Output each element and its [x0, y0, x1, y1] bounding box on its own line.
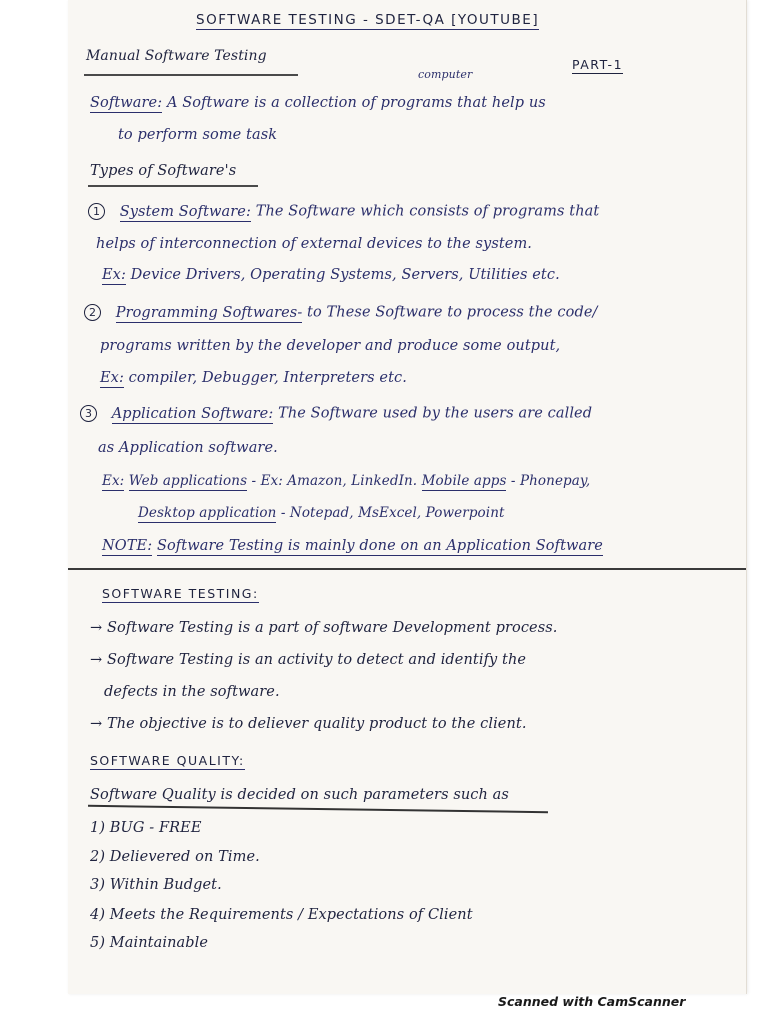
- desktop-application-label: Desktop application: [138, 505, 277, 521]
- quality-intro-underline: [88, 805, 548, 813]
- definition-line-2: to perform some task: [118, 127, 278, 143]
- quality-item-3: 3) Within Budget.: [90, 877, 222, 893]
- number-1-circle: 1: [88, 203, 105, 220]
- page-title: SOFTWARE TESTING - SDET-QA [YOUTUBE]: [196, 12, 540, 28]
- number-3-circle: 3: [80, 405, 97, 422]
- notebook-page: [68, 0, 747, 994]
- quality-item-2: 2) Delievered on Time.: [90, 849, 260, 865]
- application-software-example-2: [138, 505, 505, 521]
- note-line: [102, 538, 603, 554]
- system-software-example-text: Device Drivers, Operating Systems, Servers, Utilities etc.: [130, 267, 560, 283]
- quality-item-4: 4) Meets the Requirements / Expectations of Client: [90, 907, 473, 923]
- programming-software-term: Programming Softwares-: [115, 304, 303, 321]
- programming-software-text-1: to These Software to process the code/: [307, 304, 598, 321]
- types-heading-underline: [88, 185, 258, 187]
- note-text: Software Testing is mainly done on an Application Software: [156, 538, 603, 554]
- quality-item-5: 5) Maintainable: [90, 935, 209, 951]
- testing-bullet-2: → Software Testing is an activity to detect and identify the: [90, 652, 527, 668]
- application-software-text-1: The Software used by the users are called: [278, 405, 593, 422]
- web-applications-label: Web applications: [128, 473, 248, 489]
- programming-software-line-2: programs written by the developer and produce some output,: [100, 338, 561, 354]
- subtitle-underline: [84, 74, 298, 76]
- system-software-line-2: helps of interconnection of external devices to the system.: [96, 236, 533, 252]
- programming-software-example: [100, 370, 407, 386]
- programming-software-example-text: compiler, Debugger, Interpreters etc.: [128, 370, 407, 386]
- testing-bullet-2-continued: defects in the software.: [104, 684, 280, 700]
- application-software-line-1: [80, 405, 592, 422]
- software-term: Software:: [90, 95, 163, 111]
- note-label: NOTE:: [102, 538, 153, 554]
- system-software-term: System Software:: [119, 203, 251, 220]
- software-quality-heading: SOFTWARE QUALITY:: [90, 753, 245, 768]
- example-label: Ex:: [102, 267, 126, 283]
- scanner-watermark: Scanned with CamScanner: [498, 994, 686, 1009]
- definition-text-1: A Software is a collection of programs that help us: [166, 95, 546, 111]
- system-software-line-1: [88, 203, 599, 220]
- testing-bullet-1: → Software Testing is a part of software Development process.: [90, 620, 558, 636]
- example-label: Ex:: [102, 473, 125, 489]
- section-divider: [68, 568, 746, 570]
- quality-item-1: 1) BUG - FREE: [90, 820, 202, 836]
- web-applications-example: - Ex: Amazon, LinkedIn.: [251, 473, 418, 489]
- application-software-line-2: as Application software.: [98, 440, 278, 456]
- application-software-term: Application Software:: [111, 405, 274, 422]
- system-software-text-1: The Software which consists of programs that: [255, 203, 600, 220]
- number-2-circle: 2: [84, 304, 101, 321]
- types-heading: Types of Software's: [90, 163, 237, 179]
- part-label: PART-1: [572, 57, 624, 72]
- desktop-application-example: - Notepad, MsExcel, Powerpoint: [280, 505, 505, 521]
- mobile-apps-example: - Phonepay,: [510, 473, 591, 489]
- software-testing-heading: SOFTWARE TESTING:: [102, 586, 259, 601]
- mobile-apps-label: Mobile apps: [421, 473, 507, 489]
- example-label: Ex:: [100, 370, 124, 386]
- system-software-example: [102, 267, 560, 283]
- page-subtitle: Manual Software Testing: [86, 48, 267, 64]
- programming-software-line-1: [84, 304, 598, 321]
- application-software-example-1: [102, 473, 590, 489]
- testing-bullet-3: → The objective is to deliever quality product to the client.: [90, 716, 527, 732]
- insertion-note: computer: [418, 68, 473, 81]
- quality-intro: Software Quality is decided on such parameters such as: [90, 787, 509, 803]
- definition-line-1: [90, 95, 546, 111]
